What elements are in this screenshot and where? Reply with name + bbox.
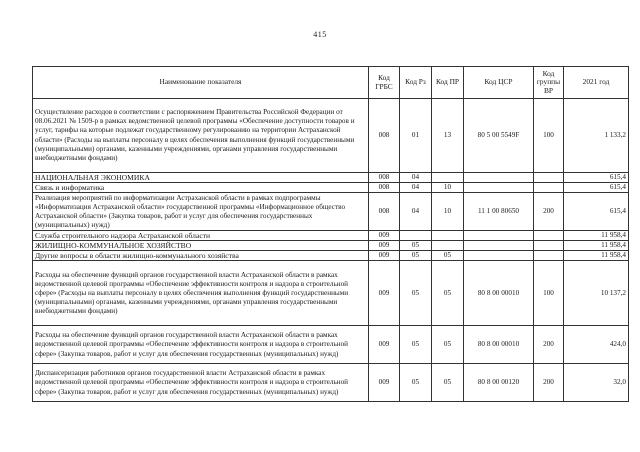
header-pr: Код ПР — [432, 67, 464, 99]
table-row — [33, 173, 629, 183]
row-rz: 05 — [400, 241, 432, 251]
row-csr — [464, 241, 534, 251]
row-name: Осуществление расходов в соответствии с распоряжением Правительства Российской Федерации от 08.06.2021 № 1509-р в рамках ведомственной целевой программы «Обеспечение доступности товаров и услуг, тарифы на которые подлежат государственному регулированию на территории Астраханской области» (Расходы на выплаты персоналу в целях обеспечения выполнения функций государственными (муниципальными) органами, казенными учреждениями, органами управления государственными внебюджетными фондами) — [33, 99, 369, 173]
row-grbs: 009 — [369, 261, 400, 326]
header-csr: Код ЦСР — [464, 67, 534, 99]
table-header-row — [33, 67, 629, 99]
row-rz: 04 — [400, 193, 432, 231]
row-amount: 32,0 — [564, 364, 629, 402]
header-rz: Код Рз — [400, 67, 432, 99]
row-vr: 200 — [534, 326, 564, 364]
row-vr: 100 — [534, 261, 564, 326]
row-grbs: 009 — [369, 251, 400, 261]
row-rz: 04 — [400, 173, 432, 183]
row-csr: 80 8 00 00010 — [464, 261, 534, 326]
row-grbs: 009 — [369, 364, 400, 402]
table-row — [33, 99, 629, 173]
row-vr — [534, 231, 564, 241]
row-amount: 11 958,4 — [564, 251, 629, 261]
page-number: 415 — [313, 30, 327, 39]
row-csr — [464, 183, 534, 193]
row-name: Реализация мероприятий по информатизации Астраханской области в рамках подпрограммы «Информатизация Астраханской области» государственной программы «Информационное общество Астраханской области» (Закупка товаров, работ и услуг для обеспечения государственных (муниципальных) нужд) — [33, 193, 369, 231]
row-pr — [432, 241, 464, 251]
row-rz: 01 — [400, 99, 432, 173]
row-vr: 200 — [534, 364, 564, 402]
row-grbs: 008 — [369, 183, 400, 193]
row-amount: 615,4 — [564, 193, 629, 231]
row-name: НАЦИОНАЛЬНАЯ ЭКОНОМИКА — [33, 173, 369, 183]
table-row — [33, 326, 629, 364]
row-pr: 10 — [432, 183, 464, 193]
row-csr: 80 8 00 00010 — [464, 326, 534, 364]
row-grbs: 008 — [369, 99, 400, 173]
table-row — [33, 193, 629, 231]
row-amount: 615,4 — [564, 183, 629, 193]
header-year: 2021 год — [564, 67, 629, 99]
row-pr: 05 — [432, 326, 464, 364]
row-rz: 04 — [400, 183, 432, 193]
budget-table — [32, 66, 629, 402]
row-vr — [534, 173, 564, 183]
row-rz — [400, 231, 432, 241]
table-row — [33, 251, 629, 261]
header-grbs: Код ГРБС — [369, 67, 400, 99]
row-csr: 11 1 00 80650 — [464, 193, 534, 231]
row-name: Расходы на обеспечение функций органов государственной власти Астраханской области в рамках ведомственной целевой программы «Обеспечение эффективности контроля и надзора в строительной сфере» (Расходы на выплаты персоналу в целях обеспечения выполнения функций государственными (муниципальными) органами, казенными учреждениями, органами управления государственными внебюджетными фондами) — [33, 261, 369, 326]
row-grbs: 009 — [369, 231, 400, 241]
row-vr: 100 — [534, 99, 564, 173]
row-rz: 05 — [400, 326, 432, 364]
row-amount: 11 958,4 — [564, 231, 629, 241]
row-csr: 80 5 00 5549F — [464, 99, 534, 173]
row-pr: 05 — [432, 364, 464, 402]
table-row — [33, 364, 629, 402]
header-name: Наименование показателя — [33, 67, 369, 99]
row-pr: 13 — [432, 99, 464, 173]
row-pr — [432, 173, 464, 183]
row-grbs: 009 — [369, 241, 400, 251]
row-pr — [432, 231, 464, 241]
row-rz: 05 — [400, 261, 432, 326]
row-amount: 424,0 — [564, 326, 629, 364]
row-grbs: 008 — [369, 193, 400, 231]
row-csr — [464, 173, 534, 183]
table-row — [33, 231, 629, 241]
row-rz: 05 — [400, 364, 432, 402]
row-pr: 05 — [432, 251, 464, 261]
row-grbs: 008 — [369, 173, 400, 183]
row-name: Другие вопросы в области жилищно-коммунального хозяйства — [33, 251, 369, 261]
row-csr: 80 8 00 00120 — [464, 364, 534, 402]
table-row — [33, 241, 629, 251]
header-vr: Код группы ВР — [534, 67, 564, 99]
row-vr — [534, 183, 564, 193]
row-name: Служба строительного надзора Астраханской области — [33, 231, 369, 241]
row-rz: 05 — [400, 251, 432, 261]
row-name: Связь и информатика — [33, 183, 369, 193]
row-pr: 10 — [432, 193, 464, 231]
row-vr — [534, 251, 564, 261]
row-vr: 200 — [534, 193, 564, 231]
row-grbs: 009 — [369, 326, 400, 364]
row-amount: 615,4 — [564, 173, 629, 183]
row-name: Диспансеризация работников органов государственной власти Астраханской области в рамках ведомственной целевой программы «Обеспечение эффективности контроля и надзора в строительной сфере» (Закупка товаров, работ и услуг для обеспечения государственных (муниципальных) нужд) — [33, 364, 369, 402]
row-amount: 10 137,2 — [564, 261, 629, 326]
table-row — [33, 183, 629, 193]
row-vr — [534, 241, 564, 251]
row-pr: 05 — [432, 261, 464, 326]
row-csr — [464, 251, 534, 261]
table-row — [33, 261, 629, 326]
row-amount: 11 958,4 — [564, 241, 629, 251]
row-amount: 1 133,2 — [564, 99, 629, 173]
row-csr — [464, 231, 534, 241]
row-name: Расходы на обеспечение функций органов государственной власти Астраханской области в рамках ведомственной целевой программы «Обеспечение эффективности контроля и надзора в строительной сфере» (Закупка товаров, работ и услуг для обеспечения государственных (муниципальных) нужд) — [33, 326, 369, 364]
row-name: ЖИЛИЩНО-КОММУНАЛЬНОЕ ХОЗЯЙСТВО — [33, 241, 369, 251]
